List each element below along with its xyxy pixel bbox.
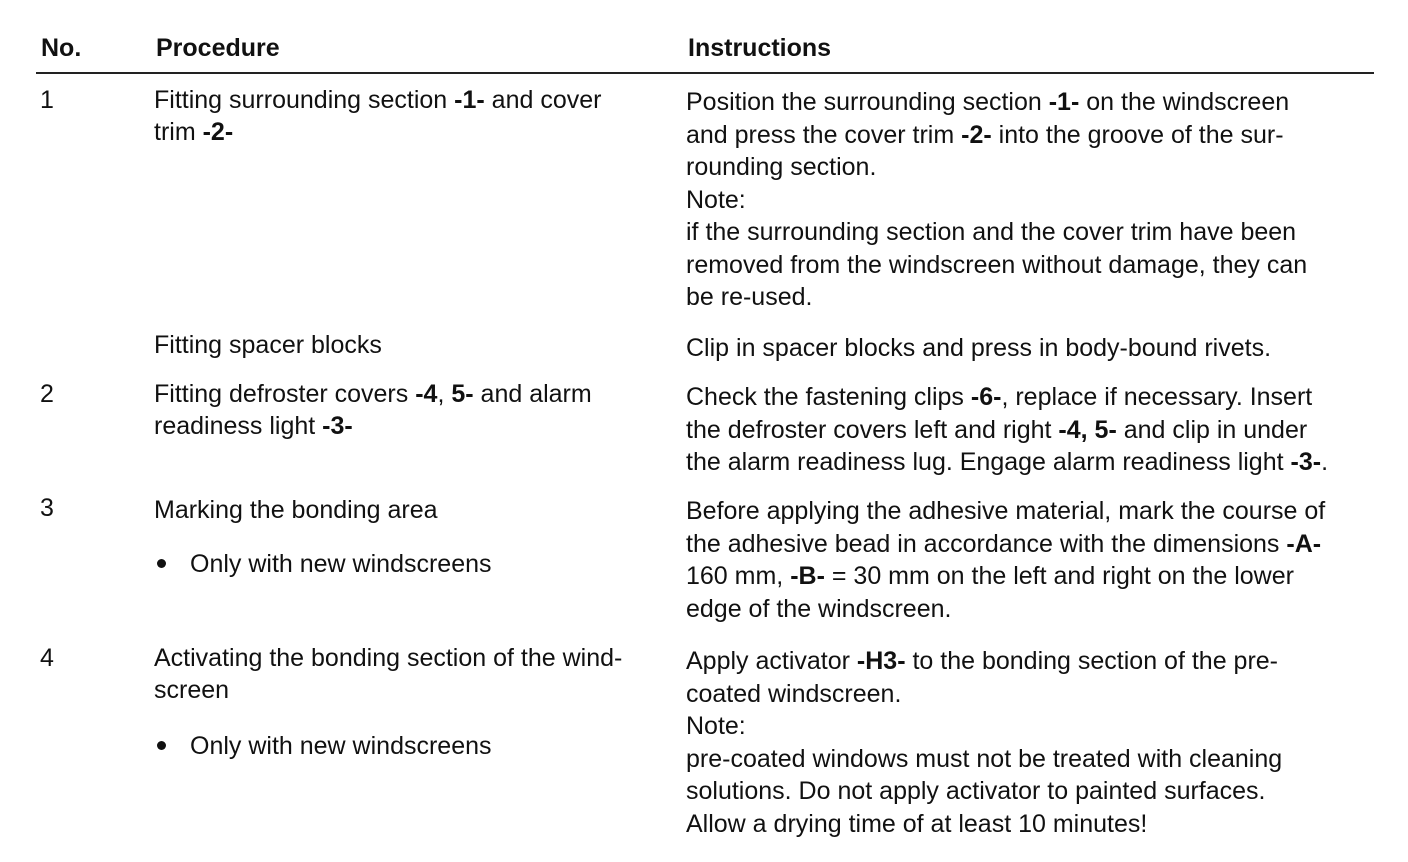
row-3-bullet: Only with new windscreens [154, 548, 492, 580]
header-no: No. [41, 34, 82, 62]
row-1b-procedure: Fitting spacer blocks [154, 331, 382, 359]
row-1-procedure: Fitting surrounding section -1- and cover trim -2- [154, 86, 602, 146]
row-4-instructions: Apply activator -H3- to the bonding section of the pre- coated windscreen. Note: pre-coated windows must not be treated with cleaning solutions. Do not apply activator to painted surfaces. Allow a drying time of at least 10 minutes! [686, 647, 1283, 838]
bullet-dot-icon [157, 741, 166, 750]
row-4-bullet: Only with new windscreens [154, 730, 492, 762]
header-divider [36, 72, 1374, 74]
row-2-procedure: Fitting defroster covers -4, 5- and alarm readiness light -3- [154, 380, 592, 440]
row-4-number: 4 [40, 644, 54, 672]
header-instructions: Instructions [688, 34, 832, 62]
row-2-number: 2 [40, 380, 54, 408]
row-1-instructions: Position the surrounding section -1- on the windscreen and press the cover trim -2- into the groove of the sur- rounding section. Note: if the surrounding section and the cover trim have been removed from the windscreen without damage, they can be re-used. [686, 88, 1308, 311]
row-1b-instructions: Clip in spacer blocks and press in body-bound rivets. [686, 334, 1272, 362]
row-3-instructions: Before applying the adhesive material, mark the course of the adhesive bead in accordance with the dimensions -A- 160 mm, -B- = 30 mm on the left and right on the lower edge of the windscreen. [686, 497, 1326, 623]
row-1-number: 1 [40, 86, 54, 114]
bullet-dot-icon [157, 559, 166, 568]
header-procedure: Procedure [156, 34, 280, 62]
row-3-procedure: Marking the bonding area [154, 496, 438, 524]
row-2-instructions: Check the fastening clips -6-, replace if necessary. Insert the defroster covers left and right -4, 5- and clip in under the alarm readiness lug. Engage alarm readiness light -3-. [686, 383, 1329, 476]
row-4-procedure: Activating the bonding section of the wind- screen [154, 644, 623, 704]
row-3-number: 3 [40, 494, 54, 522]
